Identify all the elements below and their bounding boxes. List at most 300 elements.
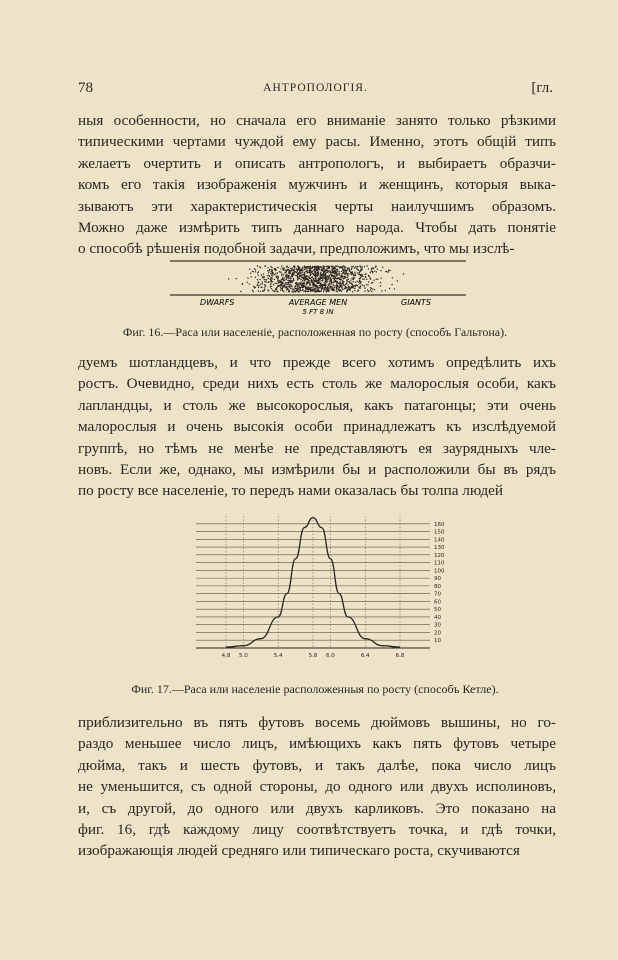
fig16-dot xyxy=(319,285,320,286)
fig16-dots xyxy=(228,265,404,292)
fig16-dot xyxy=(359,278,360,279)
fig16-dot xyxy=(335,285,336,286)
fig16-dot xyxy=(364,266,365,267)
figure-16-dot-distribution xyxy=(168,258,468,320)
fig16-dot xyxy=(275,289,276,290)
fig16-dot xyxy=(311,289,312,290)
fig16-dot xyxy=(309,282,310,283)
fig16-dot xyxy=(271,281,272,282)
fig16-dot xyxy=(315,271,316,272)
fig16-dot xyxy=(272,273,273,274)
fig16-dot xyxy=(341,287,342,288)
fig16-dot xyxy=(269,270,270,271)
fig16-dot xyxy=(338,289,339,290)
fig16-dot xyxy=(315,291,316,292)
fig16-dot xyxy=(277,276,278,277)
fig16-dot xyxy=(333,271,334,272)
fig16-dot xyxy=(360,270,361,271)
fig16-dot xyxy=(292,275,293,276)
fig16-dot xyxy=(283,268,284,269)
fig16-dot xyxy=(287,269,288,270)
fig16-dot xyxy=(340,267,341,268)
fig16-dot xyxy=(327,288,328,289)
fig16-dot xyxy=(380,285,381,286)
fig16-dot xyxy=(375,265,376,266)
fig16-dot xyxy=(286,274,287,275)
fig16-dot xyxy=(323,288,324,289)
fig16-dot xyxy=(293,280,294,281)
fig16-dot xyxy=(322,279,323,280)
fig16-dot xyxy=(289,280,290,281)
fig16-dot xyxy=(354,267,355,268)
fig16-dot xyxy=(301,284,302,285)
fig16-dot xyxy=(267,267,268,268)
fig16-dot xyxy=(337,270,338,271)
fig17-x-tick-label: 5.4 xyxy=(273,653,283,659)
fig16-dot xyxy=(296,283,297,284)
fig16-dot xyxy=(319,279,320,280)
fig16-dot xyxy=(277,279,278,280)
fig16-dot xyxy=(283,285,284,286)
fig16-dot xyxy=(294,267,295,268)
fig16-dot xyxy=(260,291,261,292)
fig16-dot xyxy=(252,271,253,272)
fig16-dot xyxy=(271,275,272,276)
fig16-dot xyxy=(280,272,281,273)
fig16-dot xyxy=(314,268,315,269)
fig16-dot xyxy=(347,269,348,270)
fig16-dot xyxy=(344,270,345,271)
fig16-dot xyxy=(368,268,369,269)
fig16-dot xyxy=(323,275,324,276)
fig16-dot xyxy=(325,285,326,286)
fig16-dot xyxy=(392,277,393,278)
fig16-dot xyxy=(347,289,348,290)
fig16-dot xyxy=(321,288,322,289)
fig16-dot xyxy=(294,266,295,267)
figure-17-caption: Фиг. 17.—Раса или населеніе расположенныя по росту (способъ Кетле). xyxy=(131,682,499,696)
fig16-dot xyxy=(286,283,287,284)
fig16-dot xyxy=(305,269,306,270)
fig16-dot xyxy=(336,288,337,289)
fig17-y-tick-label: 100 xyxy=(434,568,445,575)
fig16-dot xyxy=(305,279,306,280)
fig16-label-giants: GIANTS xyxy=(401,298,431,307)
fig16-dot xyxy=(317,281,318,282)
fig16-dot xyxy=(272,290,273,291)
fig16-dot xyxy=(325,280,326,281)
fig16-dot xyxy=(403,273,404,274)
fig16-dot xyxy=(315,269,316,270)
fig16-dot xyxy=(310,290,311,291)
fig16-dot xyxy=(367,265,368,266)
fig16-dot xyxy=(264,287,265,288)
fig16-dot xyxy=(309,266,310,267)
fig16-dot xyxy=(289,284,290,285)
fig16-dot xyxy=(281,279,282,280)
fig16-dot xyxy=(332,268,333,269)
fig16-dot xyxy=(287,286,288,287)
fig16-dot xyxy=(274,291,275,292)
fig16-dot xyxy=(252,290,253,291)
fig16-dot xyxy=(340,276,341,277)
fig17-y-tick-label: 140 xyxy=(434,537,445,544)
fig16-dot xyxy=(310,272,311,273)
fig16-dot xyxy=(358,270,359,271)
fig16-dot xyxy=(339,287,340,288)
fig16-dot xyxy=(278,277,279,278)
fig16-dot xyxy=(365,277,366,278)
fig16-sublabel: 5 FT 8 IN xyxy=(302,308,334,316)
fig16-dot xyxy=(284,280,285,281)
fig16-dot xyxy=(331,289,332,290)
fig16-dot xyxy=(268,275,269,276)
fig16-dot xyxy=(329,275,330,276)
fig16-dot xyxy=(333,284,334,285)
text-line: типическими чертами чуждой ему расы. Именно, этотъ общій типъ xyxy=(78,133,556,151)
fig16-dot xyxy=(354,272,355,273)
fig16-dot xyxy=(323,290,324,291)
fig16-dot xyxy=(352,271,353,272)
fig16-dot xyxy=(333,276,334,277)
fig16-dot xyxy=(301,272,302,273)
fig16-dot xyxy=(298,288,299,289)
fig16-dot xyxy=(367,284,368,285)
fig16-dot xyxy=(274,268,275,269)
fig16-dot xyxy=(320,272,321,273)
fig16-dot xyxy=(274,274,275,275)
fig16-dot xyxy=(356,268,357,269)
fig16-dot xyxy=(279,285,280,286)
fig16-dot xyxy=(336,269,337,270)
fig16-dot xyxy=(320,274,321,275)
fig16-dot xyxy=(306,284,307,285)
fig16-dot xyxy=(265,266,266,267)
fig16-dot xyxy=(381,278,382,279)
fig16-dot xyxy=(312,284,313,285)
fig17-grid xyxy=(196,516,430,648)
fig16-dot xyxy=(376,279,377,280)
text-line: зываютъ эти характеристическія черты наилучшимъ образомъ. xyxy=(78,197,556,215)
fig16-dot xyxy=(271,286,272,287)
fig16-dot xyxy=(240,291,241,292)
fig16-dot xyxy=(355,266,356,267)
fig16-dot xyxy=(371,269,372,270)
fig16-dot xyxy=(247,282,248,283)
fig16-dot xyxy=(289,278,290,279)
fig16-dot xyxy=(353,278,354,279)
fig16-dot xyxy=(362,276,363,277)
fig16-dot xyxy=(370,272,371,273)
fig16-dot xyxy=(290,284,291,285)
fig16-dot xyxy=(272,275,273,276)
fig16-dot xyxy=(329,280,330,281)
fig16-dot xyxy=(325,287,326,288)
fig16-dot xyxy=(338,274,339,275)
fig16-dot xyxy=(346,282,347,283)
fig16-dot xyxy=(290,276,291,277)
fig16-dot xyxy=(250,276,251,277)
fig16-dot xyxy=(328,290,329,291)
fig16-dot xyxy=(365,273,366,274)
fig16-dot xyxy=(342,287,343,288)
fig16-dot xyxy=(346,277,347,278)
fig16-dot xyxy=(291,269,292,270)
fig16-dot xyxy=(276,277,277,278)
paragraph-3 xyxy=(78,712,556,862)
fig16-dot xyxy=(357,272,358,273)
fig17-y-tick-label: 110 xyxy=(434,560,445,567)
fig16-dot xyxy=(332,288,333,289)
fig16-dot xyxy=(374,271,375,272)
fig16-dot xyxy=(311,271,312,272)
fig16-dot xyxy=(276,287,277,288)
fig16-dot xyxy=(313,290,314,291)
fig16-dot xyxy=(325,275,326,276)
fig16-dot xyxy=(333,290,334,291)
fig16-dot xyxy=(326,282,327,283)
fig16-dot xyxy=(341,271,342,272)
fig16-dot xyxy=(310,274,311,275)
fig16-dot xyxy=(347,268,348,269)
fig16-dot xyxy=(334,267,335,268)
fig16-dot xyxy=(322,268,323,269)
fig16-dot xyxy=(282,283,283,284)
fig16-dot xyxy=(309,270,310,271)
fig16-dot xyxy=(291,291,292,292)
fig16-dot xyxy=(322,270,323,271)
fig16-dot xyxy=(277,280,278,281)
fig17-y-tick-label: 30 xyxy=(434,622,441,629)
fig16-dot xyxy=(360,266,361,267)
fig16-dot xyxy=(387,271,388,272)
fig16-dot xyxy=(356,266,357,267)
figure-17-chart xyxy=(180,510,460,668)
fig16-dot xyxy=(327,278,328,279)
fig16-dot xyxy=(357,291,358,292)
fig16-dot xyxy=(324,266,325,267)
fig16-dot xyxy=(314,288,315,289)
fig16-dot xyxy=(287,289,288,290)
text-line: не уменьшится, съ одной стороны, до одного или двухъ исполиновъ, xyxy=(78,778,556,796)
fig16-dot xyxy=(305,287,306,288)
fig16-dot xyxy=(350,272,351,273)
fig16-dot xyxy=(307,270,308,271)
fig16-dot xyxy=(343,284,344,285)
fig16-dot xyxy=(374,289,375,290)
fig17-y-tick-label: 80 xyxy=(434,583,441,590)
fig16-dot xyxy=(337,286,338,287)
fig16-dot xyxy=(284,286,285,287)
fig16-dot xyxy=(332,266,333,267)
page-header xyxy=(78,80,553,102)
fig16-dot xyxy=(304,283,305,284)
fig16-dot xyxy=(326,270,327,271)
fig16-dot xyxy=(273,284,274,285)
fig16-dot xyxy=(309,272,310,273)
fig16-dot xyxy=(312,267,313,268)
fig16-dot xyxy=(354,288,355,289)
fig16-dot xyxy=(261,282,262,283)
fig16-dot xyxy=(282,290,283,291)
fig16-dot xyxy=(289,286,290,287)
fig16-dot xyxy=(311,287,312,288)
fig17-y-tick-label: 50 xyxy=(434,607,441,614)
fig16-dot xyxy=(275,273,276,274)
text-line: Можно даже измѣрить типъ даннаго народа. Чтобы дать понятіе xyxy=(78,219,556,237)
fig16-dot xyxy=(287,287,288,288)
fig16-dot xyxy=(260,284,261,285)
fig16-dot xyxy=(299,270,300,271)
fig16-dot xyxy=(348,279,349,280)
fig16-dot xyxy=(360,268,361,269)
fig16-dot xyxy=(380,282,381,283)
fig16-dot xyxy=(236,278,237,279)
fig16-dot xyxy=(332,270,333,271)
fig16-dot xyxy=(286,289,287,290)
fig16-dot xyxy=(331,265,332,266)
fig16-label-dwarfs: DWARFS xyxy=(200,298,235,307)
fig16-dot xyxy=(316,290,317,291)
fig16-dot xyxy=(304,275,305,276)
fig16-dot xyxy=(298,273,299,274)
fig16-dot xyxy=(351,274,352,275)
fig16-dot xyxy=(313,278,314,279)
fig16-dot xyxy=(291,267,292,268)
fig16-dot xyxy=(272,281,273,282)
chapter-mark: [гл. xyxy=(531,80,553,96)
fig16-dot xyxy=(321,267,322,268)
fig16-dot xyxy=(332,278,333,279)
fig16-dot xyxy=(370,289,371,290)
fig16-dot xyxy=(343,266,344,267)
fig16-dot xyxy=(339,278,340,279)
fig16-dot xyxy=(286,271,287,272)
fig16-dot xyxy=(289,291,290,292)
fig16-dot xyxy=(262,277,263,278)
fig16-dot xyxy=(265,286,266,287)
fig16-dot xyxy=(328,266,329,267)
fig16-dot xyxy=(298,283,299,284)
fig16-dot xyxy=(370,278,371,279)
fig16-dot xyxy=(274,283,275,284)
fig16-dot xyxy=(319,283,320,284)
fig16-dot xyxy=(358,274,359,275)
fig17-x-tick-label: 5.8 xyxy=(308,653,318,659)
fig16-dot xyxy=(308,268,309,269)
fig16-dot xyxy=(276,275,277,276)
fig16-dot xyxy=(303,284,304,285)
fig16-dot xyxy=(325,272,326,273)
fig16-dot xyxy=(319,287,320,288)
fig16-dot xyxy=(289,273,290,274)
fig16-dot xyxy=(381,290,382,291)
fig16-dot xyxy=(261,287,262,288)
fig16-dot xyxy=(348,281,349,282)
fig16-dot xyxy=(298,291,299,292)
fig16-dot xyxy=(301,274,302,275)
fig16-dot xyxy=(278,282,279,283)
fig17-y-tick-label: 160 xyxy=(434,521,445,528)
fig16-dot xyxy=(299,290,300,291)
fig16-dot xyxy=(344,288,345,289)
fig16-dot xyxy=(327,268,328,269)
fig16-dot xyxy=(350,279,351,280)
fig16-dot xyxy=(351,277,352,278)
fig16-dot xyxy=(329,287,330,288)
fig16-dot xyxy=(295,275,296,276)
fig16-dot xyxy=(258,290,259,291)
fig16-dot xyxy=(306,275,307,276)
fig16-dot xyxy=(262,283,263,284)
fig16-dot xyxy=(288,282,289,283)
fig17-x-tick-label: 5.0 xyxy=(239,653,248,659)
fig16-dot xyxy=(331,272,332,273)
fig16-dot xyxy=(340,283,341,284)
fig16-dot xyxy=(296,268,297,269)
fig16-dot xyxy=(355,273,356,274)
text-line: раздо меньшее число лицъ, имѣющихъ какъ пять футовъ четыре xyxy=(78,735,556,753)
fig16-dot xyxy=(368,281,369,282)
fig16-dot xyxy=(257,272,258,273)
fig16-dot xyxy=(286,276,287,277)
fig16-dot xyxy=(318,283,319,284)
fig16-dot xyxy=(290,268,291,269)
fig16-dot xyxy=(276,283,277,284)
fig16-dot xyxy=(320,276,321,277)
fig16-dot xyxy=(357,281,358,282)
fig16-dot xyxy=(345,286,346,287)
fig16-dot xyxy=(349,287,350,288)
fig16-dot xyxy=(282,287,283,288)
page-number: 78 xyxy=(78,80,93,96)
fig16-dot xyxy=(331,274,332,275)
fig16-dot xyxy=(279,280,280,281)
fig16-dot xyxy=(257,285,258,286)
fig16-dot xyxy=(297,286,298,287)
fig16-dot xyxy=(255,277,256,278)
fig16-dot xyxy=(339,273,340,274)
fig16-dot xyxy=(257,284,258,285)
fig16-dot xyxy=(270,266,271,267)
fig16-dot xyxy=(348,273,349,274)
fig16-dot xyxy=(254,268,255,269)
fig16-dot xyxy=(294,286,295,287)
fig16-dot xyxy=(352,279,353,280)
fig16-dot xyxy=(277,291,278,292)
fig16-dot xyxy=(397,280,398,281)
fig16-dot xyxy=(288,289,289,290)
fig16-dot xyxy=(367,289,368,290)
fig16-dot xyxy=(327,287,328,288)
fig17-x-tick-labels xyxy=(222,653,405,659)
fig16-dot xyxy=(257,265,258,266)
fig16-dot xyxy=(347,274,348,275)
fig16-dot xyxy=(335,272,336,273)
fig16-dot xyxy=(313,283,314,284)
fig16-dot xyxy=(355,284,356,285)
fig16-dot xyxy=(338,266,339,267)
fig16-dot xyxy=(337,269,338,270)
fig16-dot xyxy=(305,266,306,267)
text-line: и, съ другой, до одного или двухъ карликовъ. Это показано на xyxy=(78,799,556,817)
fig16-dot xyxy=(359,272,360,273)
text-line: фиг. 16, гдѣ каждому лицу соотвѣтствуетъ точка, и гдѣ точки, xyxy=(78,821,556,839)
figure-16-caption: Фиг. 16.—Раса или населеніе, расположенная по росту (способъ Гальтона). xyxy=(122,325,508,339)
fig16-dot xyxy=(288,276,289,277)
fig16-dot xyxy=(298,266,299,267)
fig16-dot xyxy=(326,272,327,273)
